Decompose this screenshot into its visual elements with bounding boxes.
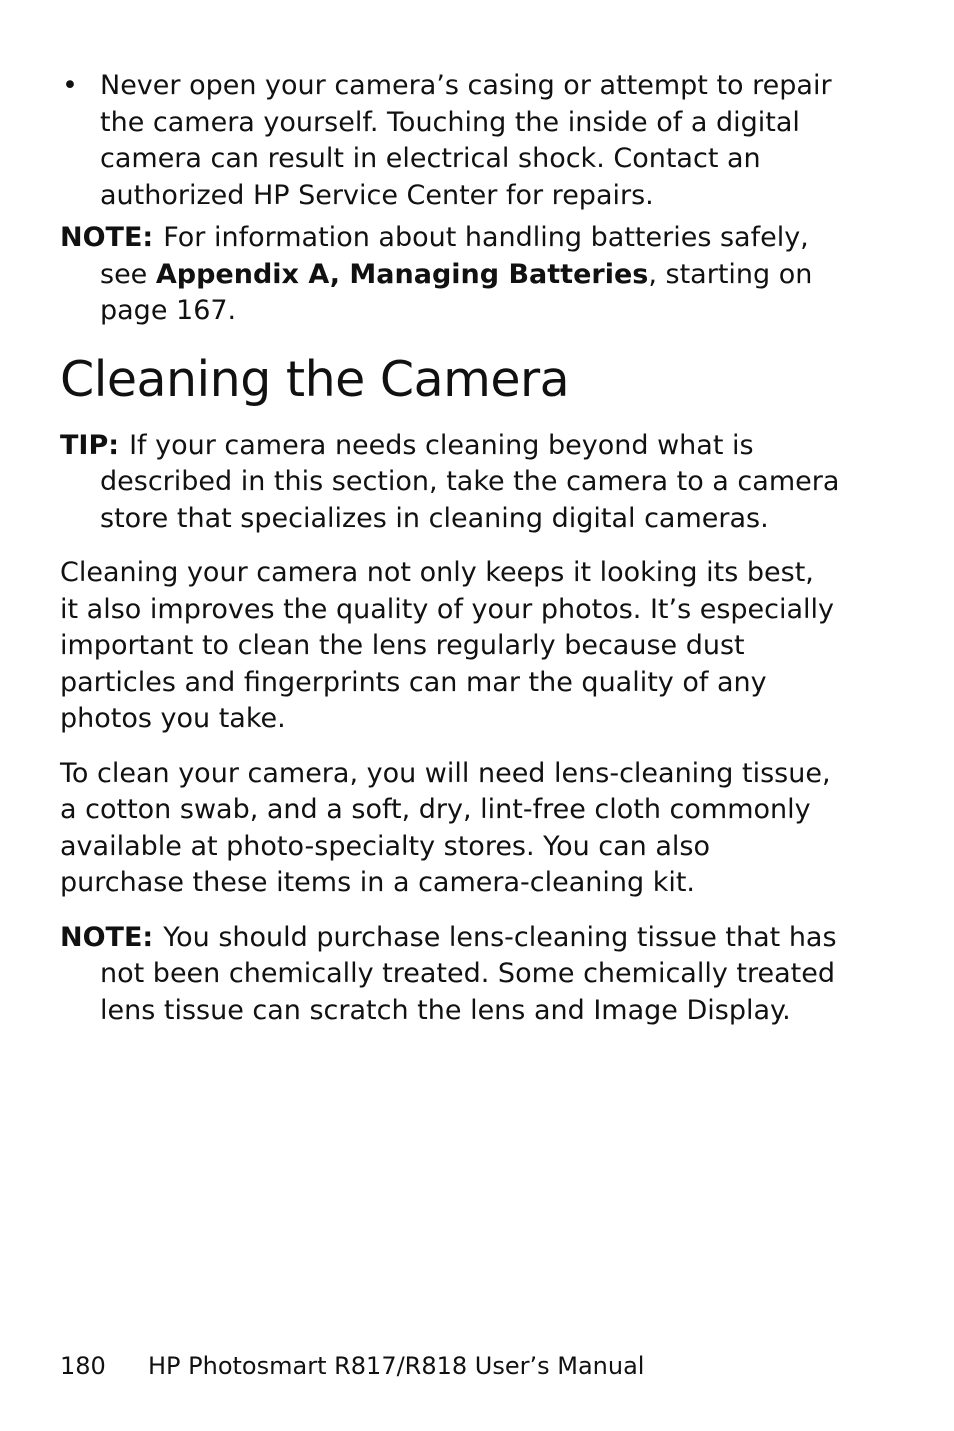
- body-paragraph-2: To clean your camera, you will need lens-cleaning tissue, a cotton swab, and a soft, dry, lint-free cloth commonly available at photo-specialty stores. You can also purchase these items in a camera-cleaning kit.: [60, 757, 831, 898]
- note-label: NOTE:: [60, 222, 154, 253]
- note-label: NOTE:: [60, 921, 154, 953]
- appendix-reference: Appendix A, Managing Batteries: [155, 258, 649, 290]
- bullet-text: Never open your camera’s casing or attempt to repair the camera yourself. Touching the inside of a digital camera can result in electrical shock. Contact an authorized HP Service Center for repairs.: [100, 70, 832, 211]
- safety-bullet-item: [60, 68, 840, 214]
- manual-title: HP Photosmart R817/R818 User’s Manual: [148, 1352, 645, 1380]
- tip-text: If your camera needs cleaning beyond what is described in this section, take the camera to a camera store that specializes in cleaning digital cameras.: [100, 429, 840, 534]
- tip-label: TIP:: [60, 429, 120, 461]
- page-footer: [60, 1350, 644, 1382]
- note-text-before: For information about handling batteries safely, see: [100, 222, 809, 290]
- page-content: [60, 68, 840, 1029]
- note-text: You should purchase lens-cleaning tissue that has not been chemically treated. Some chemically treated lens tissue can scratch the lens and Image Display.: [100, 921, 837, 1026]
- body-paragraph-1: Cleaning your camera not only keeps it looking its best, it also improves the quality of your photos. It’s especially important to clean the lens regularly because dust particles and fingerprints can mar the quality of any photos you take.: [60, 557, 835, 734]
- page-number: 180: [60, 1352, 106, 1380]
- tissue-note: [60, 920, 840, 1030]
- note-text-after: , starting on page 167.: [100, 258, 813, 326]
- section-heading: Cleaning the Camera: [60, 350, 570, 408]
- battery-note: [60, 220, 840, 330]
- cleaning-tip: [60, 428, 840, 538]
- bullet-marker: •: [62, 70, 78, 101]
